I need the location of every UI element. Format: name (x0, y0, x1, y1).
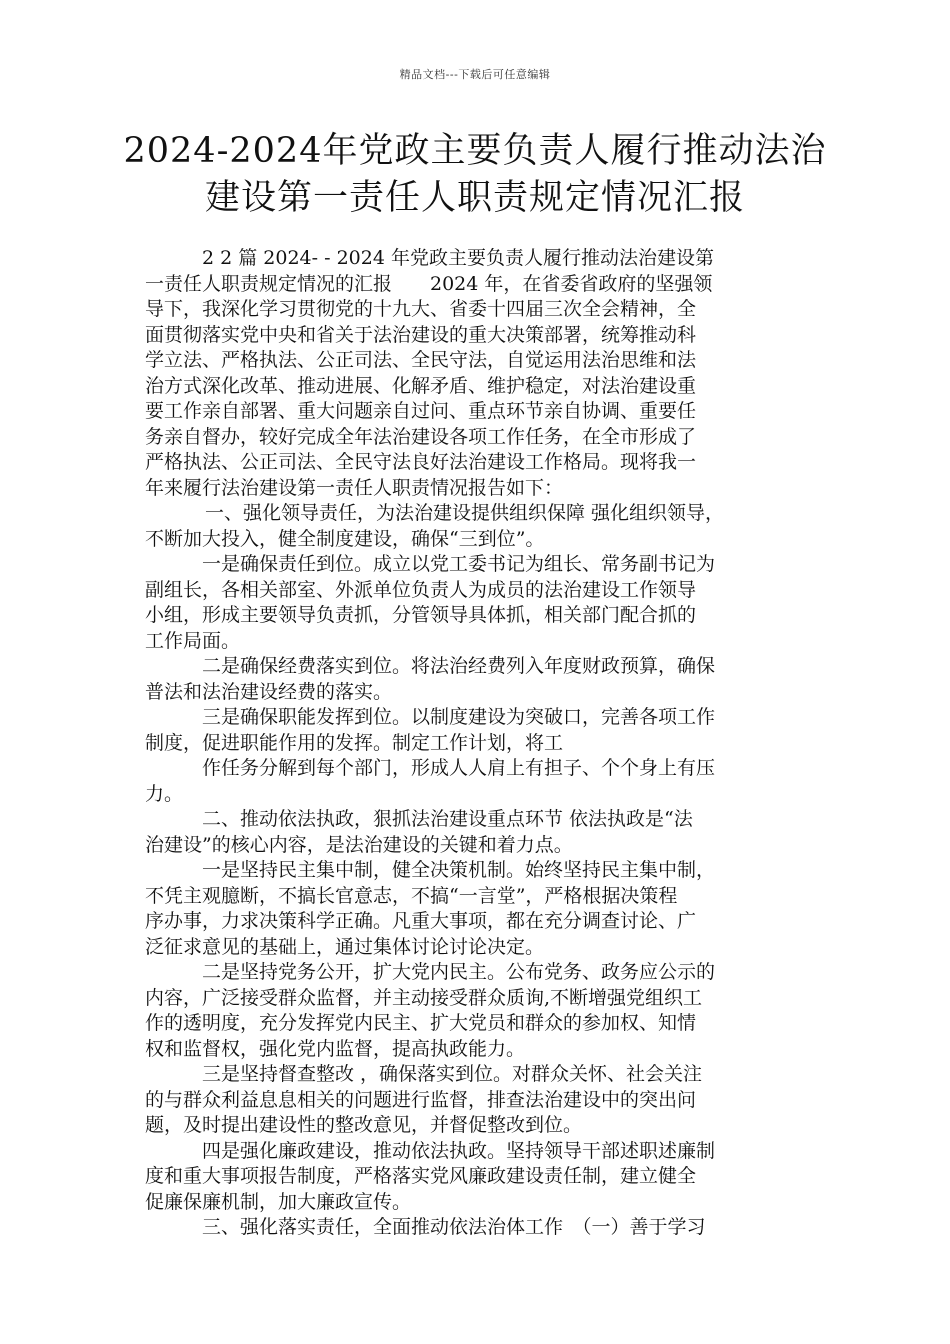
body-line: 题，及时提出建设性的整改意见，并督促整改到位。 (145, 1114, 583, 1136)
body-line: 一责任人职责规定情况的汇报 2024 年，在省委省政府的坚强领 (145, 272, 713, 295)
body-line: 不凭主观臆断，不搞长官意志，不搞“一言堂”，严格根据决策程 (145, 884, 678, 907)
body-line: 二是确保经费落实到位。将法治经费列入年度财政预算，确保 (202, 655, 716, 677)
body-line: 促廉保廉机制，加大廉政宣传。 (145, 1190, 412, 1213)
body-line: 一是确保责任到位。成立以党工委书记为组长、常务副书记为 (202, 553, 716, 575)
body-line: 副组长，各相关部室、外派单位负责人为成员的法治建设工作领导 (145, 578, 697, 601)
body-line: 三是确保职能发挥到位。以制度建设为突破口，完善各项工作 (202, 706, 716, 728)
body-line: 序办事，力求决策科学正确。凡重大事项，都在充分调查讨论、广 (145, 910, 697, 932)
body-line: 面贯彻落实党中央和省关于法治建设的重大决策部署，统筹推动科 (145, 323, 697, 346)
body-line: 权和监督权，强化党内监督，提高执政能力。 (145, 1037, 526, 1060)
body-line: 2 2 篇 2024- - 2024 年党政主要负责人履行推动法治建设第 (202, 247, 714, 269)
page-header: 精品文档---下载后可任意编辑 (399, 68, 551, 81)
body-line: 导下，我深化学习贯彻党的十九大、省委十四届三次全会精神，全 (145, 298, 697, 320)
body-line: 的与群众利益息息相关的问题进行监督，排查法治建设中的突出问 (145, 1088, 697, 1111)
title-line: 2024-2024年党政主要负责人履行推动法治 (123, 131, 827, 171)
body-line: 作的透明度，充分发挥党内民主、扩大党员和群众的参加权、知情 (145, 1012, 697, 1034)
body-line: 作任务分解到每个部门，形成人人肩上有担子、个个身上有压 (202, 757, 716, 779)
body-line: 普法和法治建设经费的落实。 (145, 680, 393, 703)
body-line: 力。 (145, 782, 184, 805)
body-line: 学立法、严格执法、公正司法、全民守法，自觉运用法治思维和法 (145, 349, 697, 371)
body-line: 务亲自督办，较好完成全年法治建设各项工作任务，在全市形成了 (145, 425, 697, 448)
body-line: 小组，形成主要领导负责抓，分管领导具体抓，相关部门配合抓的 (145, 604, 697, 626)
body-line: 二是坚持党务公开，扩大党内民主。公布党务、政务应公示的 (202, 961, 716, 983)
body-line: 三是坚持督查整改 ，确保落实到位。对群众关怀、社会关注 (202, 1063, 703, 1085)
body-line: 要工作亲自部署、重大问题亲自过问、重点环节亲自协调、重要任 (145, 400, 697, 422)
body-line: 四是强化廉政建设，推动依法执政。坚持领导干部述职述廉制 (202, 1139, 716, 1162)
body-line: 不断加大投入，健全制度建设，确保“三到位”。 (145, 527, 545, 550)
body-line: 严格执法、公正司法、全民守法良好法治建设工作格局。现将我一 (145, 451, 697, 473)
document-body (145, 246, 810, 1241)
title-line: 建设第一责任人职责规定情况汇报 (204, 178, 745, 218)
body-line: 制度，促进职能作用的发挥。制定工作计划，将工 (145, 731, 564, 754)
section-heading-line: 二、推动依法执政，狠抓法治建设重点环节 依法执政是“法 (202, 808, 693, 830)
body-line: 一是坚持民主集中制，健全决策机制。始终坚持民主集中制， (202, 859, 716, 881)
section-heading-line: 三、强化落实责任，全面推动依法治体工作 （一）善于学习 (202, 1216, 706, 1238)
body-line: 内容，广泛接受群众监督，并主动接受群众质询,不断增强党组织工 (145, 986, 703, 1009)
document-title (120, 128, 830, 222)
body-line: 泛征求意见的基础上，通过集体讨论讨论决定。 (145, 935, 545, 958)
body-line: 年来履行法治建设第一责任人职责情况报告如下： (145, 476, 564, 499)
body-line: 治方式深化改革、推动进展、化解矛盾、维护稳定，对法治建设重 (145, 374, 697, 397)
body-line: 度和重大事项报告制度，严格落实党风廉政建设责任制，建立健全 (145, 1165, 697, 1187)
section-heading-line: 一、强化领导责任，为法治建设提供组织保障 强化组织领导， (205, 502, 725, 524)
body-line: 治建设”的核心内容，是法治建设的关键和着力点。 (145, 833, 573, 856)
body-line: 工作局面。 (145, 629, 241, 652)
